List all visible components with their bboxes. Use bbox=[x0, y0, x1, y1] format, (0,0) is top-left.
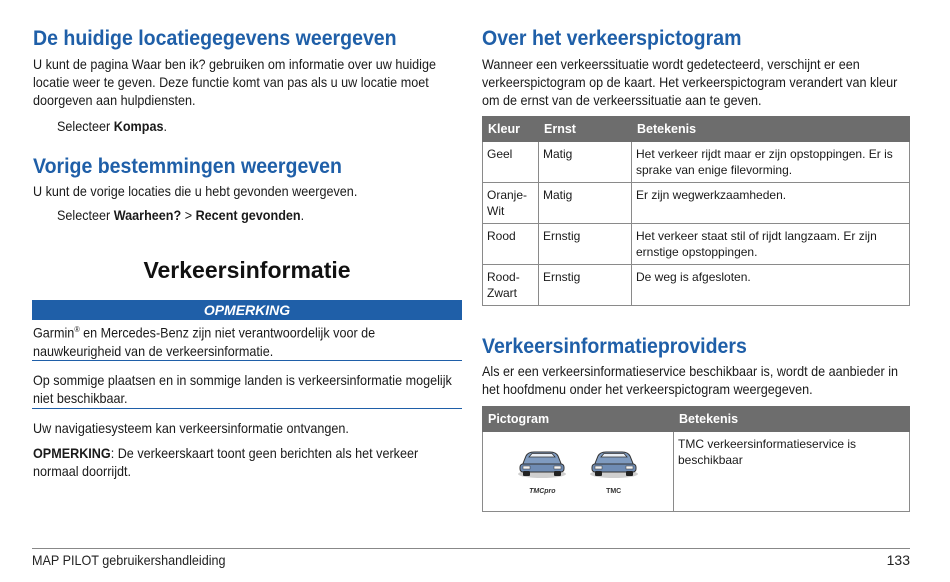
header-betekenis: Betekenis bbox=[632, 117, 910, 142]
section-title-providers: Verkeersinformatieproviders bbox=[482, 335, 747, 358]
step-suffix: . bbox=[300, 207, 305, 223]
car-icon bbox=[516, 444, 568, 480]
cell-ernst: Matig bbox=[539, 142, 632, 183]
table-row bbox=[483, 432, 910, 512]
step-prefix: Selecteer bbox=[57, 118, 114, 134]
header-betekenis: Betekenis bbox=[674, 407, 910, 432]
footer-divider bbox=[32, 548, 910, 549]
section-body-providers: Als er een verkeersinformatieservice beschikbaar is, wordt de aanbieder in het hoofdmenu onder het verkeerspictogram weergegeven. bbox=[482, 363, 899, 397]
header-kleur: Kleur bbox=[483, 117, 539, 142]
traffic-color-table bbox=[482, 116, 910, 306]
note-text-part1: Garmin bbox=[33, 324, 75, 341]
table-row bbox=[483, 224, 910, 265]
footer-title: MAP PILOT gebruikershandleiding bbox=[32, 552, 226, 568]
step-separator: > bbox=[181, 207, 196, 223]
step-select-kompas bbox=[57, 117, 417, 135]
cell-ernst: Matig bbox=[539, 183, 632, 224]
step-prefix: Selecteer bbox=[57, 207, 114, 223]
cell-ernst: Ernstig bbox=[539, 265, 632, 306]
step-bold-1: Waarheen? bbox=[113, 207, 182, 223]
note-divider bbox=[32, 360, 462, 361]
table-row bbox=[483, 183, 910, 224]
para-note-text: : De verkeerskaart toont geen berichten als het verkeer normaal doorrijdt. bbox=[33, 445, 419, 479]
note-text bbox=[33, 321, 456, 360]
section-title-current-location: De huidige locatiegegevens weergeven bbox=[33, 27, 397, 50]
cell-betekenis: De weg is afgesloten. bbox=[632, 265, 910, 306]
tmcpro-car-icon bbox=[516, 444, 568, 500]
tmc-car-icon bbox=[588, 444, 640, 500]
cell-betekenis: Het verkeer rijdt maar er zijn opstoppingen. Er is sprake van enige filevorming. bbox=[632, 142, 910, 183]
tmc-label: TMC bbox=[606, 487, 622, 495]
table-row bbox=[483, 142, 910, 183]
para-note bbox=[33, 444, 456, 480]
step-select-recent bbox=[57, 206, 417, 224]
car-icon bbox=[588, 444, 640, 480]
table-row bbox=[483, 265, 910, 306]
step-suffix: . bbox=[163, 118, 167, 134]
section-body-current-location: U kunt de pagina Waar ben ik? gebruiken om informatie over uw huidige locatie weer te geven. Deze functie komt van pas als u uw locatie moet doorgeven aan hulpdiensten. bbox=[33, 56, 436, 108]
availability-divider bbox=[32, 408, 462, 409]
table-header-row bbox=[483, 407, 910, 432]
page-number: 133 bbox=[886, 552, 910, 568]
section-title-traffic-icon: Over het verkeerspictogram bbox=[482, 27, 742, 50]
section-body-traffic-icon: Wanneer een verkeerssituatie wordt gedetecteerd, verschijnt er een verkeerspictogram op de kaart. Het verkeerspictogram verandert van kleur om de ernst van de verkeerssituatie aan te geven. bbox=[482, 56, 898, 108]
registered-mark: ® bbox=[74, 325, 80, 334]
para-note-label: OPMERKING bbox=[33, 445, 111, 461]
cell-betekenis: TMC verkeersinformatieservice is beschikbaar bbox=[674, 432, 910, 512]
provider-table bbox=[482, 406, 910, 512]
tmcpro-label: TMCpro bbox=[529, 487, 556, 495]
cell-betekenis: Het verkeer staat stil of rijdt langzaam. Er zijn ernstige opstoppingen. bbox=[632, 224, 910, 265]
section-title-previous-destinations: Vorige bestemmingen weergeven bbox=[33, 155, 342, 178]
note-text-part2: en Mercedes-Benz zijn niet verantwoordelijk voor de nauwkeurigheid van de verkeersinformatie. bbox=[33, 324, 376, 359]
step-bold-2: Recent gevonden bbox=[195, 207, 301, 223]
chapter-title: Verkeersinformatie bbox=[143, 257, 351, 283]
cell-kleur: Geel bbox=[483, 142, 539, 183]
cell-betekenis: Er zijn wegwerkzaamheden. bbox=[632, 183, 910, 224]
header-ernst: Ernst bbox=[539, 117, 632, 142]
note-bar: OPMERKING bbox=[32, 300, 462, 320]
para-navigation: Uw navigatiesysteem kan verkeersinformatie ontvangen. bbox=[33, 420, 349, 436]
header-pictogram: Pictogram bbox=[483, 407, 674, 432]
cell-pictogram bbox=[483, 432, 674, 512]
cell-kleur: Rood-Zwart bbox=[483, 265, 539, 306]
cell-ernst: Ernstig bbox=[539, 224, 632, 265]
cell-kleur: Rood bbox=[483, 224, 539, 265]
section-body-previous-destinations: U kunt de vorige locaties die u hebt gevonden weergeven. bbox=[33, 183, 358, 199]
para-availability: Op sommige plaatsen en in sommige landen is verkeersinformatie mogelijk niet beschikbaar. bbox=[33, 372, 452, 406]
cell-kleur: Oranje-Wit bbox=[483, 183, 539, 224]
step-bold: Kompas bbox=[113, 118, 164, 134]
table-header-row bbox=[483, 117, 910, 142]
